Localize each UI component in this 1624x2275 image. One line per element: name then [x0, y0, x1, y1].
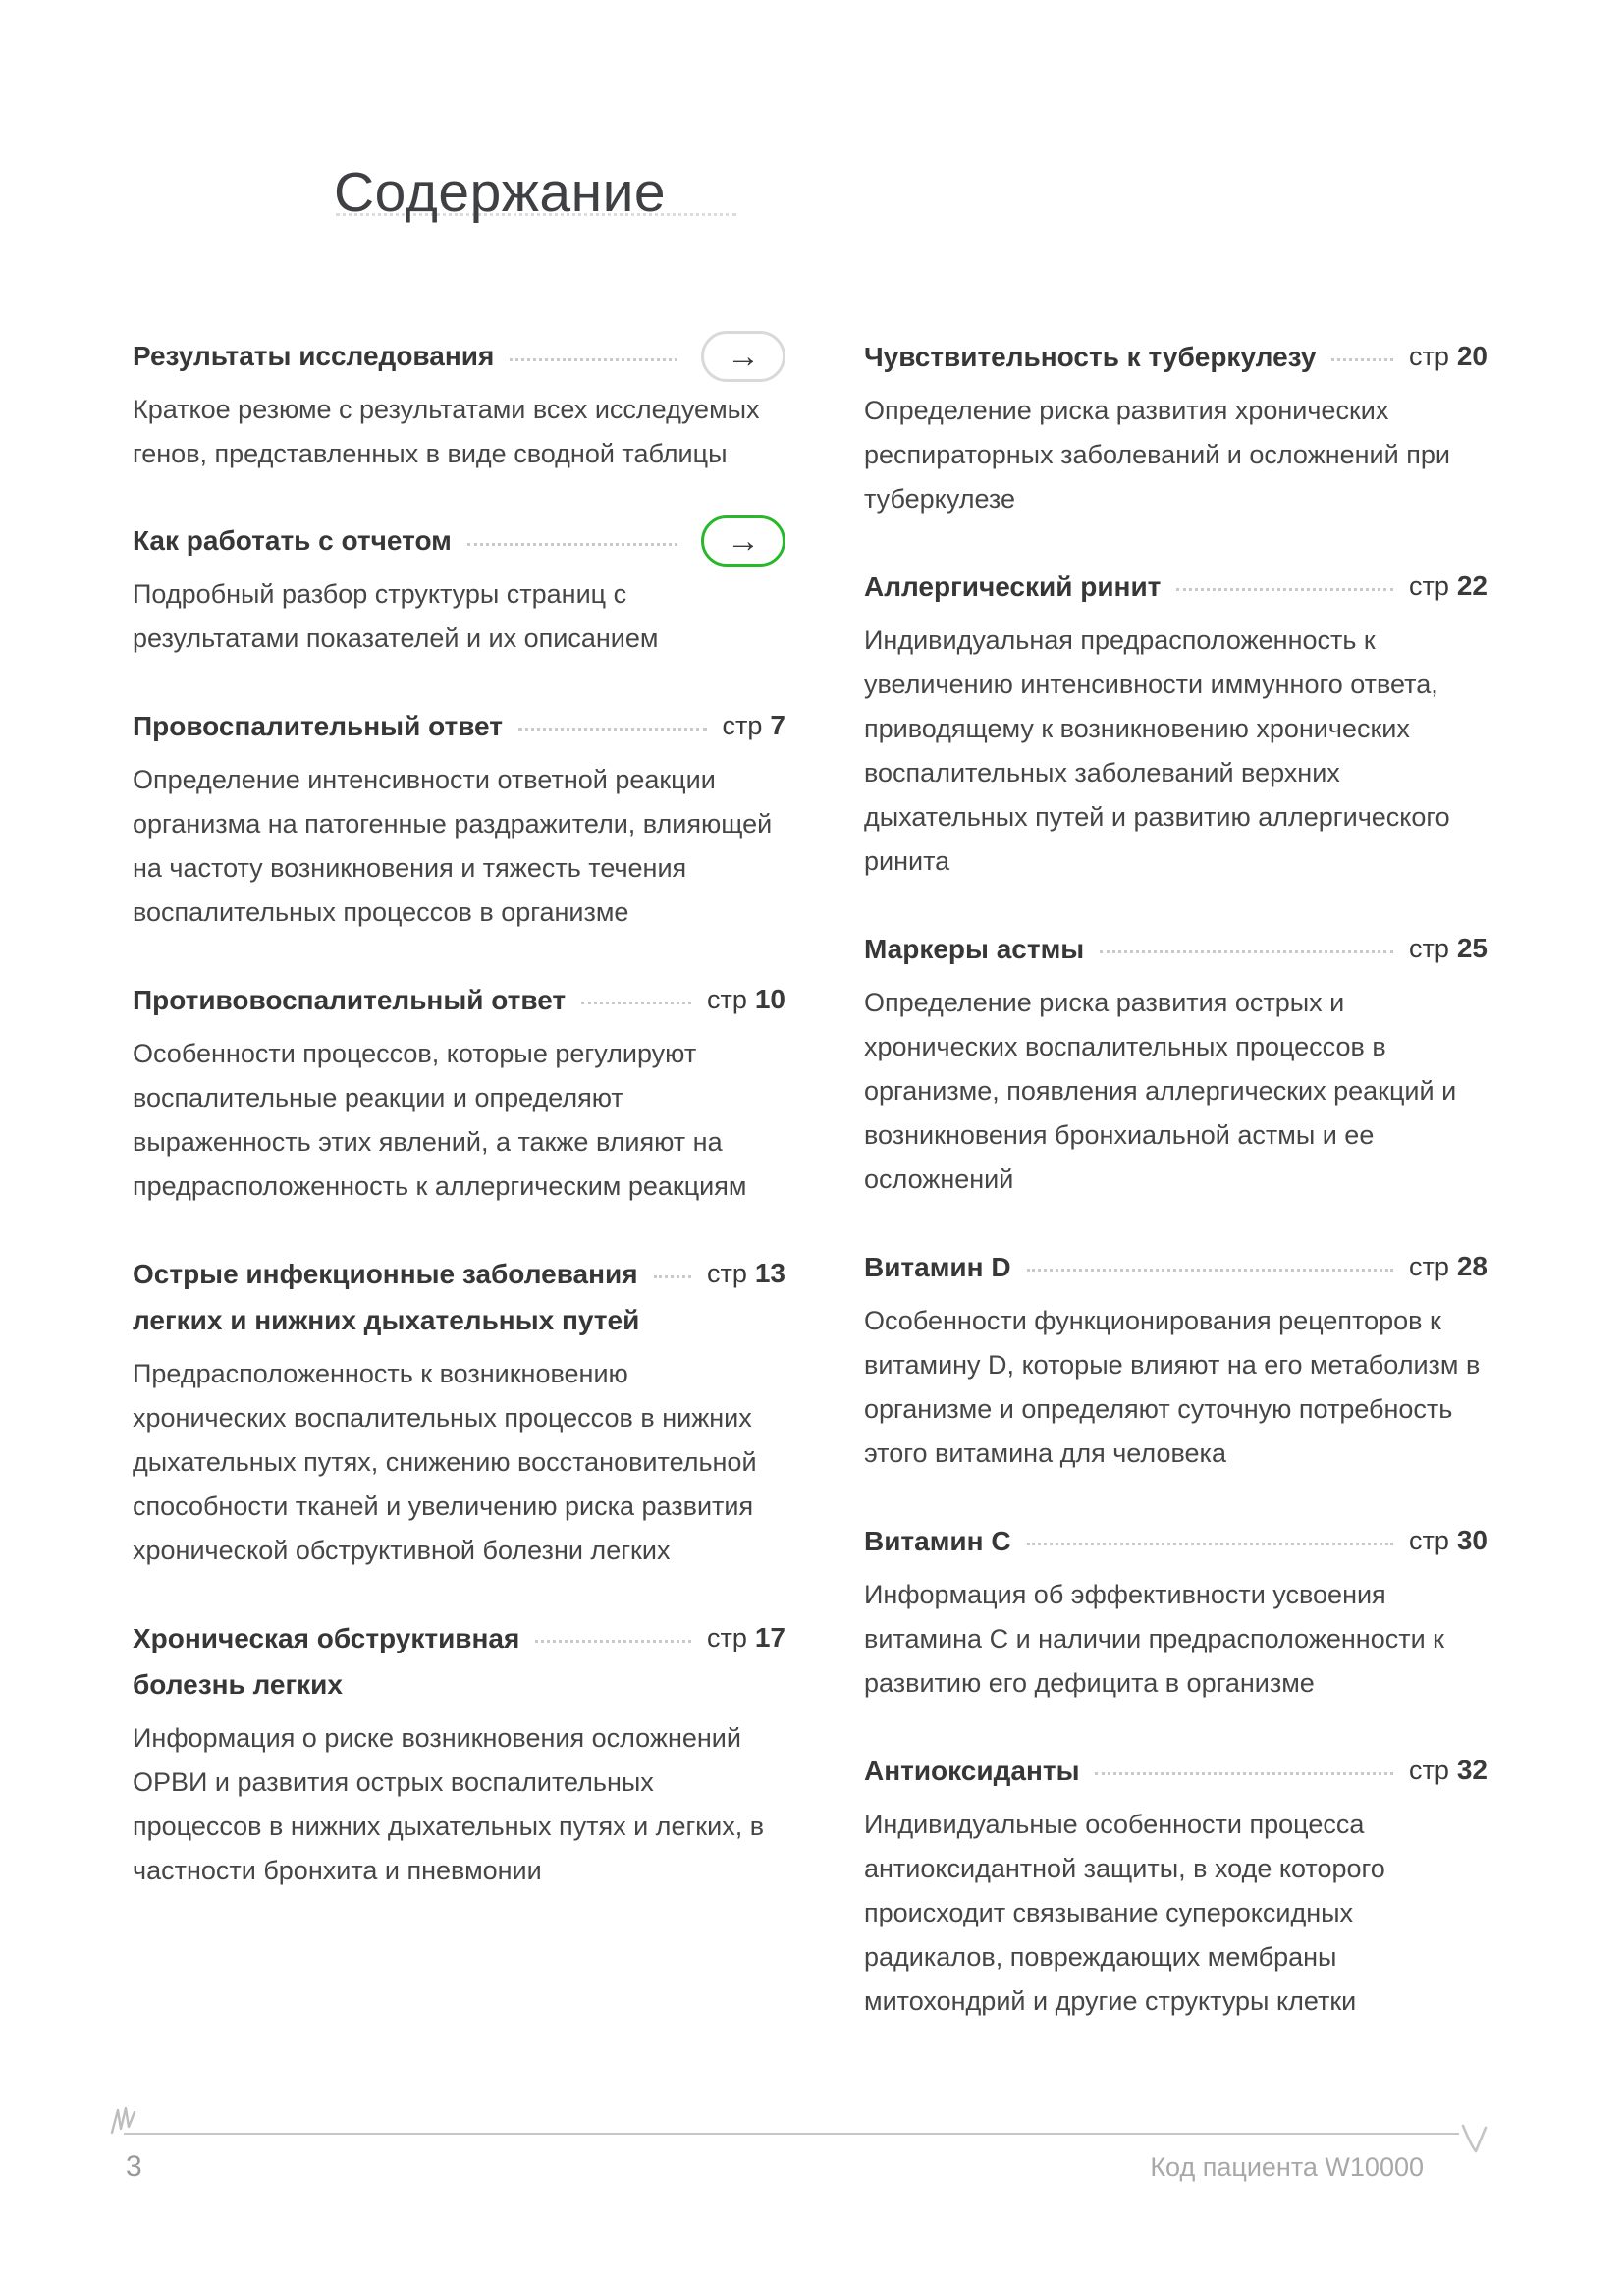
toc-entry-acute-infections [133, 1256, 785, 1573]
toc-entry-asthma-markers [864, 931, 1488, 1202]
toc-entry-title[interactable]: Витамин D [864, 1251, 1011, 1282]
page-ref[interactable] [1409, 569, 1488, 604]
toc-entry-description: Определение риска развития хронических респираторных заболеваний и осложнений при туберкулезе [864, 396, 1450, 514]
dotted-leader [581, 1001, 691, 1004]
toc-entry-description: Краткое резюме с результатами всех исследуемых генов, представленных в виде сводной таблицы [133, 395, 760, 468]
toc-entry-copd [133, 1620, 785, 1893]
toc-entry-title[interactable]: Аллергический ринит [864, 570, 1162, 602]
toc-entry-title-line2[interactable]: легких и нижних дыхательных путей [133, 1305, 640, 1335]
dotted-leader [1095, 1771, 1392, 1775]
page-number: 13 [754, 1258, 785, 1288]
page-number: 28 [1456, 1251, 1488, 1281]
page-ref[interactable] [1409, 1523, 1488, 1558]
arrow-right-button[interactable]: → [701, 515, 785, 567]
toc-columns [133, 339, 1488, 2071]
page-word: стр [1408, 1756, 1449, 1785]
toc-entry-title[interactable]: Маркеры астмы [864, 933, 1085, 964]
toc-entry-title-line2[interactable]: болезнь легких [133, 1669, 343, 1700]
toc-entry-title[interactable]: Как работать с отчетом [133, 525, 452, 556]
toc-entry-description: Предрасположенность к возникновению хронических воспалительных процессов в нижних дыхательных путях, снижению восстановительной способности тканей и увеличению риска развития хронической обструктивной болезни легких [133, 1359, 757, 1565]
toc-entry-description: Информация об эффективности усвоения витамина C и наличии предрасположенности к развитию его дефицита в организме [864, 1580, 1444, 1698]
footer [110, 2109, 1487, 2217]
scribble-check-icon [1461, 2124, 1489, 2161]
page-word: стр [706, 985, 747, 1014]
page-number: 32 [1456, 1755, 1488, 1785]
dotted-leader [518, 727, 707, 731]
dotted-leader [510, 357, 677, 361]
scribble-m-icon [110, 2105, 136, 2135]
dotted-leader [654, 1274, 691, 1278]
footer-rule [124, 2133, 1459, 2135]
toc-entry-title[interactable]: Хроническая обструктивная [133, 1622, 520, 1653]
toc-entry-tuberculosis [864, 339, 1488, 521]
dotted-leader [1100, 949, 1393, 953]
dotted-leader [1331, 357, 1393, 361]
toc-entry-description: Индивидуальные особенности процесса антиоксидантной защиты, в ходе которого происходит связывание супероксидных радикалов, повреждающих мембраны митохондрий и другие структуры клетки [864, 1810, 1385, 2016]
page-ref[interactable] [707, 1256, 785, 1291]
toc-entry-description: Подробный разбор структуры страниц с результатами показателей и их описанием [133, 579, 659, 653]
toc-entry-vitamin-c [864, 1523, 1488, 1706]
toc-entry-description: Индивидуальная предрасположенность к увеличению интенсивности иммунного ответа, приводящему к возникновению хронических воспалительных заболеваний верхних дыхательных путей и развитию аллергического ринита [864, 625, 1450, 876]
toc-entry-title[interactable]: Чувствительность к туберкулезу [864, 341, 1317, 372]
toc-entry-antioxidants [864, 1753, 1488, 2024]
toc-entry-title[interactable]: Острые инфекционные заболевания [133, 1258, 638, 1289]
page-word: стр [1408, 571, 1449, 601]
dotted-leader [1176, 587, 1393, 591]
page-number: 20 [1456, 341, 1488, 371]
toc-entry-title[interactable]: Витамин C [864, 1525, 1011, 1556]
page-ref[interactable] [1409, 339, 1488, 374]
page-ref[interactable] [723, 708, 785, 743]
toc-entry-how-to [133, 523, 785, 661]
page-ref[interactable] [707, 1620, 785, 1655]
page-word: стр [1408, 342, 1449, 371]
page-number: 17 [754, 1622, 785, 1652]
title-block [334, 161, 1488, 234]
toc-entry-allergic-rhinitis [864, 569, 1488, 884]
toc-entry-description: Особенности функционирования рецепторов к витамину D, которые влияют на его метаболизм в организме и определяют суточную потребность этого витамина для человека [864, 1306, 1481, 1468]
toc-entry-title[interactable]: Антиоксиданты [864, 1755, 1080, 1786]
page-ref[interactable] [1409, 931, 1488, 966]
arrow-right-button[interactable]: → [701, 331, 785, 382]
toc-entry-title[interactable]: Результаты исследования [133, 341, 495, 371]
page-number: 7 [770, 710, 785, 740]
patient-code: Код пациента W10000 [1150, 2152, 1424, 2182]
dotted-leader [1027, 1268, 1393, 1272]
footer-page-number: 3 [126, 2150, 142, 2183]
toc-column-left [133, 339, 785, 2071]
toc-entry-antiinflammatory [133, 982, 785, 1209]
page-number: 25 [1456, 933, 1488, 963]
page-word: стр [1408, 1526, 1449, 1555]
toc-entry-proinflammatory [133, 708, 785, 935]
page-ref[interactable] [1409, 1753, 1488, 1788]
dotted-leader [1027, 1542, 1393, 1545]
page-word: стр [1408, 1252, 1449, 1281]
toc-entry-description: Определение риска развития острых и хронических воспалительных процессов в организме, появления аллергических реакций и возникновения бронхиальной астмы и ее осложнений [864, 988, 1457, 1194]
toc-entry-title[interactable]: Противовоспалительный ответ [133, 984, 567, 1015]
page-word: стр [1408, 934, 1449, 963]
toc-entry-title[interactable]: Провоспалительный ответ [133, 710, 503, 741]
toc-entry-vitamin-d [864, 1249, 1488, 1476]
page-ref[interactable] [1409, 1249, 1488, 1284]
page-title: Содержание [334, 161, 667, 224]
page-word: стр [706, 1623, 747, 1652]
toc-entry-results [133, 339, 785, 476]
dotted-leader [535, 1639, 691, 1643]
toc-entry-description: Определение интенсивности ответной реакции организма на патогенные раздражители, влияющей на частоту возникновения и тяжесть течения воспалительных процессов в организме [133, 765, 773, 927]
page-word: стр [706, 1259, 747, 1288]
page-number: 22 [1456, 570, 1488, 601]
dotted-leader [467, 542, 677, 546]
toc-column-right [864, 339, 1488, 2071]
page-ref[interactable] [707, 982, 785, 1017]
toc-entry-description: Информация о риске возникновения осложнений ОРВИ и развития острых воспалительных процессов в нижних дыхательных путях и легких, в частности бронхита и пневмонии [133, 1723, 765, 1885]
page-word: стр [722, 711, 763, 740]
page-number: 30 [1456, 1525, 1488, 1555]
toc-entry-description: Особенности процессов, которые регулируют воспалительные реакции и определяют выраженность этих явлений, а также влияют на предрасположенность к аллергическим реакциям [133, 1039, 747, 1201]
page-number: 10 [754, 984, 785, 1014]
